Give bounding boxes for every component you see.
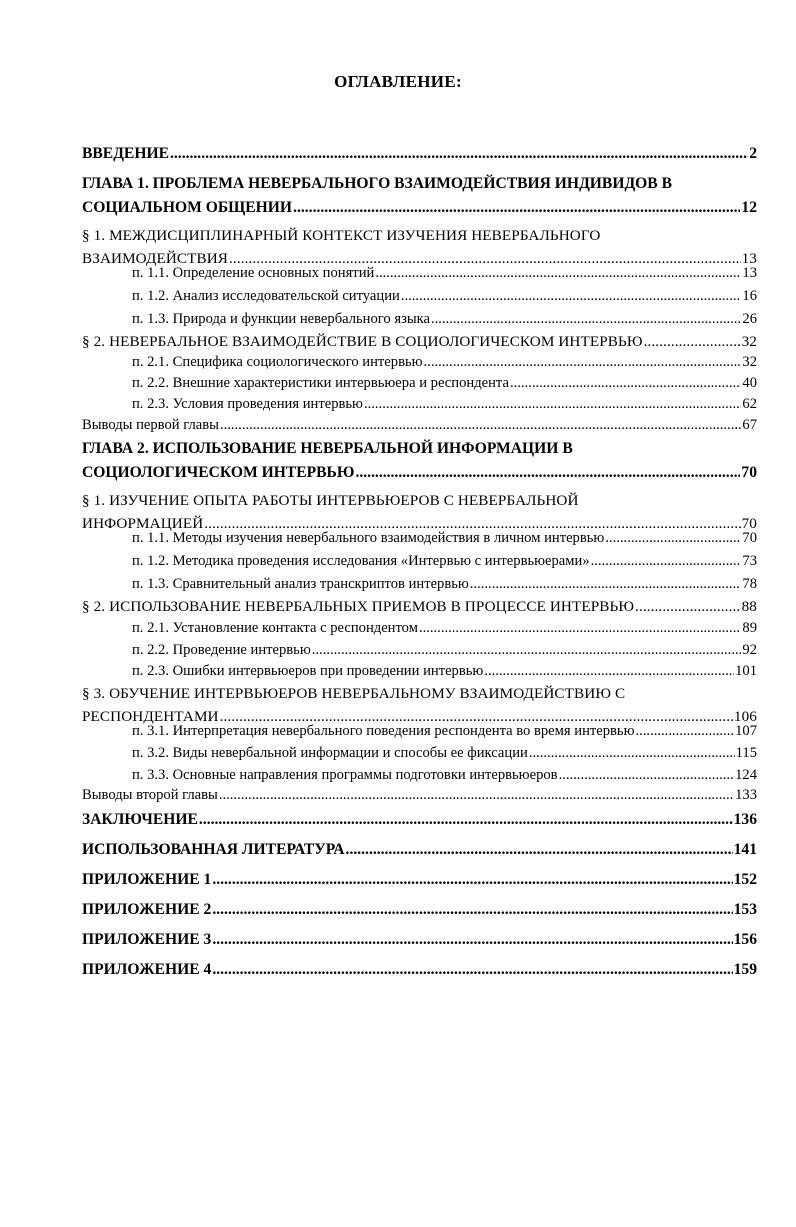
toc-entry-title: п. 2.2. Проведение интервью <box>132 642 311 658</box>
toc-entry-page: 156 <box>733 931 757 948</box>
toc-entry-page: 78 <box>742 576 757 592</box>
toc-entry-title: п. 2.3. Условия проведения интервью <box>132 396 363 412</box>
toc-entry <box>132 639 757 662</box>
toc-entry-page: 70 <box>741 464 757 481</box>
toc-entry-page: 89 <box>742 620 757 636</box>
dot-leader <box>220 414 741 437</box>
toc-entry <box>82 898 757 922</box>
toc-entry-page: 67 <box>742 417 757 433</box>
dot-leader <box>212 928 732 952</box>
dot-leader <box>375 262 741 285</box>
toc-entry-title: § 3. ОБУЧЕНИЕ ИНТЕРВЬЮЕРОВ НЕВЕРБАЛЬНОМУ ВЗАИМОДЕЙСТВИЮ С <box>82 685 626 702</box>
toc-entry <box>132 262 757 285</box>
toc-entry <box>132 527 757 550</box>
toc-entry-page: 40 <box>742 375 757 391</box>
toc-entry <box>132 550 757 573</box>
toc-entry-page: 141 <box>733 841 757 858</box>
toc-entry-title: ИНФОРМАЦИЕЙ <box>82 515 204 532</box>
toc-entry-page: 92 <box>742 642 757 658</box>
dot-leader <box>644 330 741 353</box>
toc-entry-title: п. 3.2. Виды невербальной информации и способы ее фиксации <box>132 745 528 761</box>
toc-entry-page: 16 <box>742 288 757 304</box>
toc-entry-title: п. 1.2. Анализ исследовательской ситуации <box>132 288 400 304</box>
toc-entry-page: 32 <box>741 333 757 350</box>
toc-entry-page: 13 <box>742 265 757 281</box>
toc-entry-title: Выводы первой главы <box>82 417 219 433</box>
toc-entry-title: п. 1.3. Сравнительный анализ транскриптов интервью <box>132 576 469 592</box>
toc-entry <box>82 838 757 862</box>
dot-leader <box>419 617 741 640</box>
dot-leader <box>212 868 732 892</box>
toc-entry-page: 124 <box>735 767 757 783</box>
toc-entry <box>82 142 757 166</box>
toc-entry <box>132 660 757 683</box>
toc-entry-title: п. 1.2. Методика проведения исследования «Интервью с интервьюерами» <box>132 553 590 569</box>
dot-leader <box>424 351 742 374</box>
toc-entry-page: 88 <box>741 598 757 615</box>
dot-leader <box>484 660 734 683</box>
toc-entry <box>82 928 757 952</box>
dot-leader <box>355 461 740 485</box>
toc-entry <box>132 742 757 765</box>
dot-leader <box>312 639 742 662</box>
toc-entry-title: п. 2.3. Ошибки интервьюеров при проведении интервью <box>132 663 484 679</box>
toc-entry <box>132 308 757 331</box>
toc-entry-page: 70 <box>742 530 757 546</box>
toc-entry <box>132 617 757 640</box>
toc-entry-title: § 1. ИЗУЧЕНИЕ ОПЫТА РАБОТЫ ИНТЕРВЬЮЕРОВ С НЕВЕРБАЛЬНОЙ <box>82 492 579 509</box>
dot-leader <box>212 898 732 922</box>
dot-leader <box>470 573 742 596</box>
toc-entry-title: Выводы второй главы <box>82 787 218 803</box>
toc-entry-page: 153 <box>733 901 757 918</box>
dot-leader <box>605 527 741 550</box>
toc-entry-title: РЕСПОНДЕНТАМИ <box>82 708 219 725</box>
dot-leader <box>212 958 732 982</box>
toc-entry-page: 107 <box>735 723 757 739</box>
toc-entry-title: § 1. МЕЖДИСЦИПЛИНАРНЫЙ КОНТЕКСТ ИЗУЧЕНИЯ НЕВЕРБАЛЬНОГО <box>82 227 601 244</box>
toc-entry-title: ВВЕДЕНИЕ <box>82 145 169 162</box>
dot-leader <box>591 550 742 573</box>
toc-entry <box>82 595 757 618</box>
toc-entry-title: п. 1.1. Методы изучения невербального взаимодействия в личном интервью <box>132 530 605 546</box>
dot-leader <box>635 720 734 743</box>
toc-entry-title: СОЦИОЛОГИЧЕСКОМ ИНТЕРВЬЮ <box>82 464 355 481</box>
toc-entry <box>132 720 757 743</box>
toc-entry-title: п. 2.2. Внешние характеристики интервьюера и респондента <box>132 375 509 391</box>
toc-entry <box>82 414 757 437</box>
toc-entry <box>82 172 757 220</box>
toc-entry-title: ВЗАИМОДЕЙСТВИЯ <box>82 250 229 267</box>
toc-entry-page: 26 <box>742 311 757 327</box>
toc-entry-page: 101 <box>735 663 757 679</box>
toc-entry-title: § 2. ИСПОЛЬЗОВАНИЕ НЕВЕРБАЛЬНЫХ ПРИЕМОВ В ПРОЦЕССЕ ИНТЕРВЬЮ <box>82 598 635 615</box>
toc-entry-title: п. 1.3. Природа и функции невербального языка <box>132 311 430 327</box>
toc-entry-page: 115 <box>735 745 757 761</box>
toc-entry-page: 13 <box>741 250 757 267</box>
toc-entry-title: ГЛАВА 1. ПРОБЛЕМА НЕВЕРБАЛЬНОГО ВЗАИМОДЕЙСТВИЯ ИНДИВИДОВ В <box>82 175 673 192</box>
toc-entry <box>82 868 757 892</box>
toc-entry-page: 32 <box>742 354 757 370</box>
toc-entry-title: п. 3.1. Интерпретация невербального поведения респондента во время интервью <box>132 723 635 739</box>
toc-entry <box>132 351 757 374</box>
toc-entry-title: ЗАКЛЮЧЕНИЕ <box>82 811 198 828</box>
toc-entry-title: § 2. НЕВЕРБАЛЬНОЕ ВЗАИМОДЕЙСТВИЕ В СОЦИОЛОГИЧЕСКОМ ИНТЕРВЬЮ <box>82 333 643 350</box>
toc-entry-title: ПРИЛОЖЕНИЕ 2 <box>82 901 212 918</box>
toc-entry-title: п. 2.1. Специфика социологического интервью <box>132 354 423 370</box>
toc-entry-page: 73 <box>742 553 757 569</box>
toc-entry <box>82 958 757 982</box>
toc-entry-title: ПРИЛОЖЕНИЕ 3 <box>82 931 212 948</box>
toc-entry-title: п. 1.1. Определение основных понятий <box>132 265 375 281</box>
dot-leader <box>170 142 748 166</box>
toc-entry <box>132 393 757 416</box>
toc-entry-title: ПРИЛОЖЕНИЕ 4 <box>82 961 212 978</box>
toc-entry <box>82 437 757 485</box>
toc-entry-page: 133 <box>735 787 757 803</box>
dot-leader <box>510 372 741 395</box>
toc-entry-page: 12 <box>741 199 757 216</box>
toc-entry <box>132 372 757 395</box>
dot-leader <box>431 308 741 331</box>
dot-leader <box>364 393 741 416</box>
toc-entry-page: 152 <box>733 871 757 888</box>
toc-entry-page: 70 <box>741 515 757 532</box>
toc-entry-page: 106 <box>733 708 757 725</box>
toc-entry <box>82 784 757 807</box>
toc-entry-title: СОЦИАЛЬНОМ ОБЩЕНИИ <box>82 199 293 216</box>
toc-entry-title: ПРИЛОЖЕНИЕ 1 <box>82 871 212 888</box>
toc-entry <box>132 285 757 308</box>
page-title: ОГЛАВЛЕНИЕ: <box>334 72 462 91</box>
toc-entry <box>82 330 757 353</box>
dot-leader <box>293 196 740 220</box>
toc-entry-title: п. 2.1. Установление контакта с респондентом <box>132 620 418 636</box>
toc-entry-page: 62 <box>742 396 757 412</box>
toc-entry-title: ИСПОЛЬЗОВАННАЯ ЛИТЕРАТУРА <box>82 841 345 858</box>
dot-leader <box>635 595 741 618</box>
dot-leader <box>401 285 742 308</box>
toc-entry-page: 2 <box>749 145 757 162</box>
toc-entry-title: п. 3.3. Основные направления программы подготовки интервьюеров <box>132 767 558 783</box>
toc-entry-page: 136 <box>733 811 757 828</box>
toc-entry-page: 159 <box>733 961 757 978</box>
toc-entry <box>82 808 757 832</box>
toc-entry <box>132 573 757 596</box>
dot-leader <box>219 784 734 807</box>
dot-leader <box>529 742 735 765</box>
toc-entry-title: ГЛАВА 2. ИСПОЛЬЗОВАНИЕ НЕВЕРБАЛЬНОЙ ИНФОРМАЦИИ В <box>82 440 573 457</box>
dot-leader <box>346 838 733 862</box>
dot-leader <box>199 808 733 832</box>
